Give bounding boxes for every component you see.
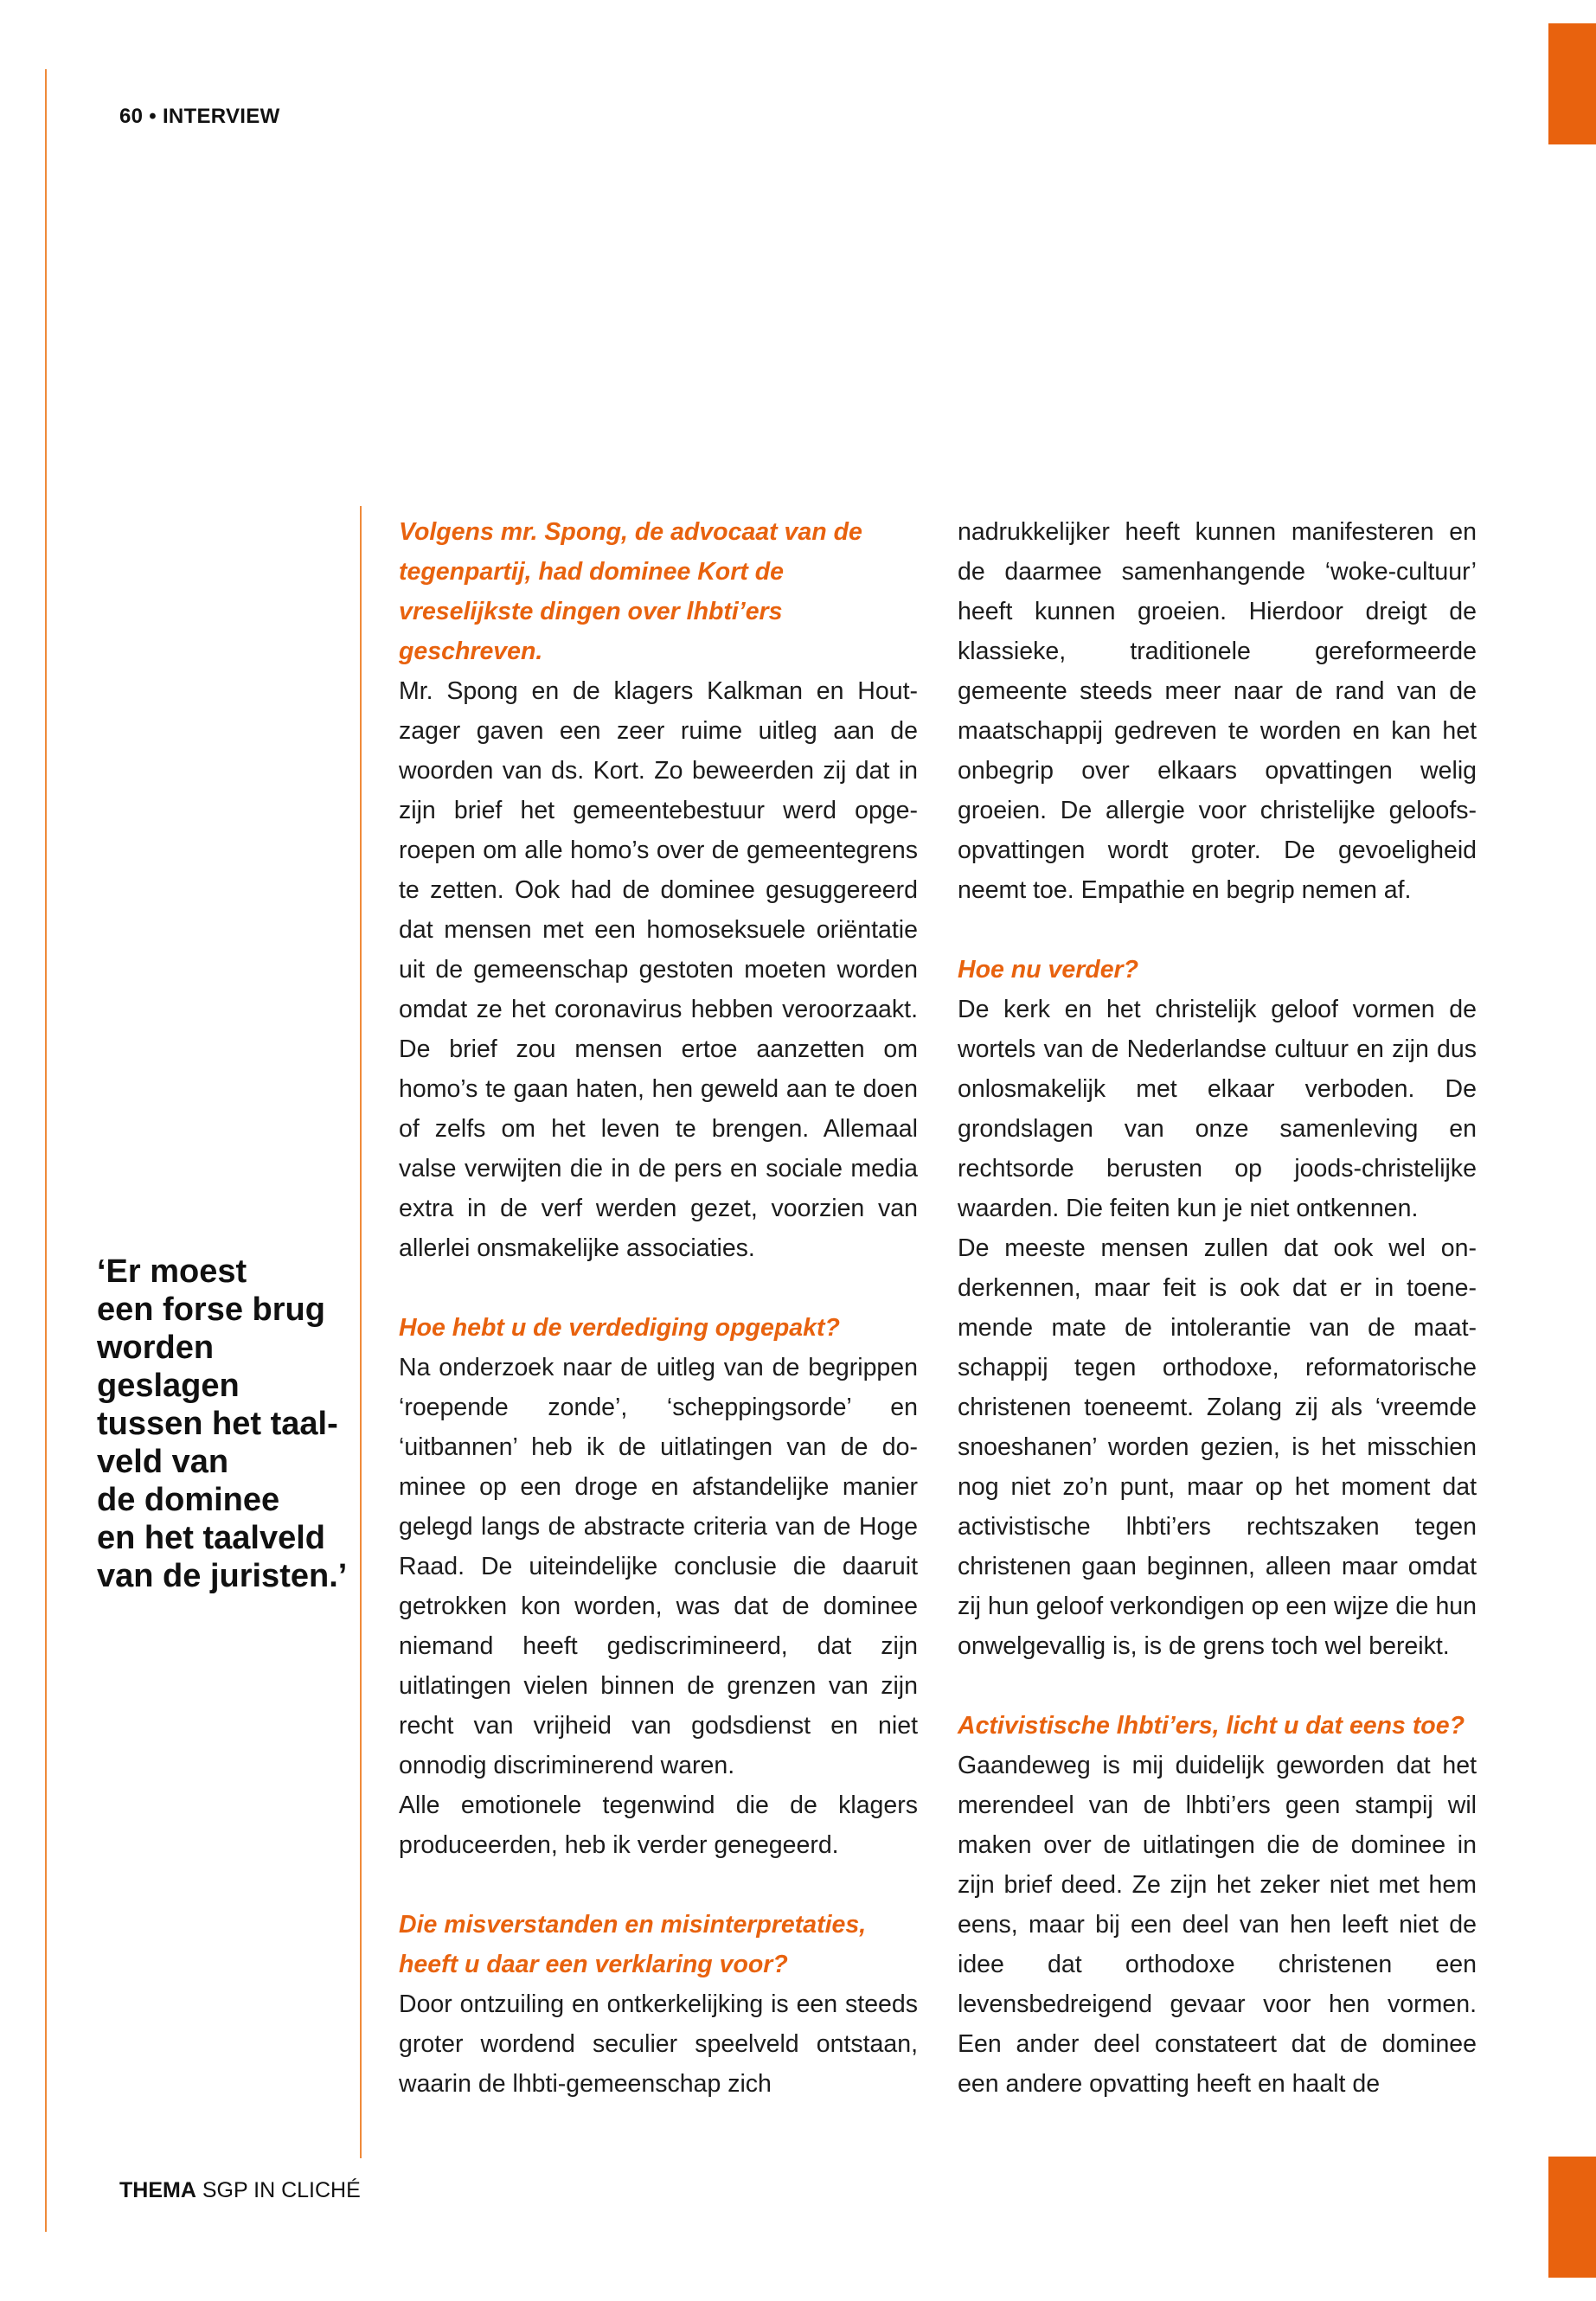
issue-title: SGP IN CLICHÉ <box>202 2178 361 2202</box>
interview-question: Hoe nu verder? <box>958 956 1139 984</box>
interview-question: Volgens mr. Spong, de advocaat van de tegenpartij, had dominee Kort de vreselijkste dingen over lhbti’ers geschreven. <box>399 518 862 665</box>
article-column-1 <box>399 512 918 2104</box>
page-number: 60 <box>119 105 144 128</box>
interview-question: Hoe hebt u de verdediging opgepakt? <box>399 1314 840 1342</box>
interview-answer: Mr. Spong en de klagers Kalkman en Houtzager gaven een zeer ruime uitleg aan de woorden van ds. Kort. Zo beweerden zij dat in zijn brief het gemeentebestuur werd opgeroepen om alle homo’s over de gemeentegrens te zetten. Ook had de dominee gesuggereerd dat mensen met een homoseksuele oriëntatie uit de gemeenschap gestoten moeten worden omdat ze het coronavirus hebben veroorzaakt. De brief zou mensen ertoe aanzetten om homo’s te gaan haten, hen geweld aan te doen of zelfs om het leven te brengen. Allemaal valse verwijten die in de pers en sociale media extra in de verf werden gezet, voorzien van allerlei onsmakelijke associaties. <box>399 677 918 1262</box>
interview-answer: Gaandeweg is mij duidelijk geworden dat het merendeel van de lhbti’ers geen stampij wil maken over de uitlatingen die de dominee in zijn brief deed. Ze zijn het zeker niet met hem eens, maar bij een deel van hen leeft niet de idee dat orthodoxe christenen een levensbedreigend gevaar voor hen vormen. Een ander deel constateert dat de dominee een andere opvatting heeft en haalt de <box>958 1752 1477 2098</box>
interview-answer: Alle emotionele tegenwind die de klagers produceerden, heb ik verder genegeerd. <box>399 1791 918 1859</box>
section-label: INTERVIEW <box>162 105 280 128</box>
interview-answer: De kerk en het christelijk geloof vormen de wortels van de Nederlandse cultuur en zijn dus onlosmakelijk met elkaar verboden. De grondslagen van onze samenleving en rechtsorde berusten op joods-christelijke waarden. Die feiten kun je niet ontkennen. <box>958 996 1477 1222</box>
pull-quote-line: tussen het taal- <box>97 1406 338 1442</box>
left-margin-rule <box>45 69 47 2232</box>
interview-question: Die misverstanden en misinterpretaties, heeft u daar een verklaring voor? <box>399 1911 867 1978</box>
pull-quote-line: en het taalveld <box>97 1520 325 1556</box>
interview-answer: De meeste mensen zullen dat ook wel onderkennen, maar feit is ook dat er in toenemende mate de intolerantie van de maatschappij tegen orthodoxe, reformatorische christenen toeneemt. Zolang zij als ‘vreemde snoeshanen’ worden gezien, is het misschien nog niet zo’n punt, maar op het moment dat activistische lhbti’ers rechtszaken tegen christenen gaan beginnen, alleen maar omdat zij hun geloof verkondigen op een wijze die hun onwelgevallig is, is de grens toch wel bereikt. <box>958 1234 1477 1660</box>
interview-answer: Door ontzuiling en ontkerkelijking is een steeds groter wordend seculier speelveld ontstaan, waarin de lhbti-gemeenschap zich <box>399 1990 918 2098</box>
pull-quote-line: de dominee <box>97 1482 280 1518</box>
interview-answer: nadrukkelijker heeft kunnen manifesteren en de daarmee samenhangende ‘woke-cultuur’ heeft kunnen groeien. Hierdoor dreigt de klassieke, traditionele gereformeerde gemeente steeds meer naar de rand van de maatschappij gedreven te worden en kan het onbegrip over elkaars opvattingen welig groeien. De allergie voor christelijke geloofsopvattingen wordt groter. De gevoeligheid neemt toe. Empathie en begrip nemen af. <box>958 518 1477 904</box>
interview-answer: Na onderzoek naar de uitleg van de begrippen ‘roepende zonde’, ‘scheppingsorde’ en ‘uitbannen’ heb ik de uitlatingen van de dominee op een droge en afstandelijke manier gelegd langs de abstracte criteria van de Hoge Raad. De uiteindelijke conclusie die daaruit getrokken kon worden, was dat de dominee niemand heeft gediscrimineerd, dat zijn uitlatingen vielen binnen de grenzen van zijn recht van vrijheid van godsdienst en niet onnodig discriminerend waren. <box>399 1354 918 1779</box>
running-header <box>119 105 280 129</box>
article-column-2 <box>958 512 1477 2104</box>
header-separator: • <box>149 105 157 128</box>
pull-quote-line: worden <box>97 1330 215 1366</box>
pull-quote-line: van de juristen.’ <box>97 1558 348 1594</box>
pull-quote <box>97 1253 348 1595</box>
interview-question: Activistische lhbti’ers, licht u dat eens toe? <box>958 1712 1465 1740</box>
pull-quote-line: geslagen <box>97 1368 240 1404</box>
orange-accent-tab-bottom <box>1548 2157 1596 2278</box>
pull-quote-line: veld van <box>97 1444 229 1480</box>
magazine-name: THEMA <box>119 2178 196 2202</box>
running-footer <box>119 2178 361 2203</box>
pull-quote-line: ‘Er moest <box>97 1253 247 1290</box>
pull-quote-line: een forse brug <box>97 1292 325 1328</box>
column-divider-rule <box>360 506 362 2158</box>
orange-accent-tab-top <box>1548 23 1596 144</box>
